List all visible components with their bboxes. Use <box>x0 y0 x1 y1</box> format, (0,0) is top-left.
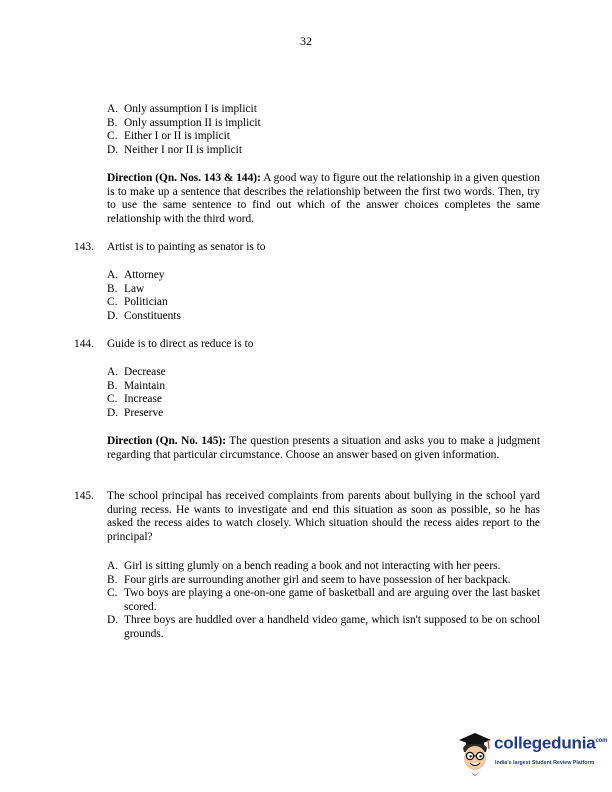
question-text: Guide is to direct as reduce is to <box>107 338 254 350</box>
q143-option-a: A. Attorney <box>107 269 165 281</box>
q145-option-a: A. Girl is sitting glumly on a bench reading a book and not interacting with her peers. <box>107 560 501 572</box>
question-number: 144. <box>74 338 94 350</box>
q144-option-d: D. Preserve <box>107 406 164 419</box>
question-number: 143. <box>74 241 94 253</box>
collar <box>467 769 483 776</box>
direction-body: The question presents a situation and asks you to make a judgment regarding that particular circumstance. Choose an answer based on given information. <box>107 435 540 461</box>
direction-heading: Direction (Qn. No. 145): <box>107 435 226 447</box>
q144-option-a: A. Decrease <box>107 366 166 378</box>
question-text: The school principal has received complaints from parents about bullying in the school yard during recess. He wants to investigate and end this situation as soon as possible, so he has asked the recess aides to watch closely. Which situation should the recess aides report to the principal? <box>107 490 540 543</box>
direction-body: A good way to figure out the relationship in a given question is to make up a sentence that describes the relationship between the first two words. Then, try to use the same sentence to find out which of the answer choices completes the same relationship with the third word. <box>107 172 540 225</box>
q142-option-a: A. Only assumption I is implicit <box>107 103 257 115</box>
direction-145 <box>107 435 540 462</box>
q144-option-c: C. Increase <box>107 393 162 406</box>
cap-tassel <box>488 740 489 749</box>
logo-brand: collegedunia$^{com}$ <box>494 733 608 753</box>
direction-heading: Direction (Qn. Nos. 143 & 144): <box>107 172 261 184</box>
question-145 <box>74 490 540 544</box>
question-144 <box>74 338 540 352</box>
direction-143-144 <box>107 172 540 226</box>
q145-options <box>107 560 540 642</box>
logo-tld: com <box>595 738 608 744</box>
question-143 <box>74 241 540 255</box>
q142-options <box>107 103 540 157</box>
q142-option-d: D. Neither I nor II is implicit <box>107 143 242 156</box>
q143-options <box>107 269 540 323</box>
question-text: Artist is to painting as senator is to <box>107 241 266 253</box>
q144-options <box>107 366 540 420</box>
q143-option-c: C. Politician <box>107 296 168 309</box>
mascot-icon <box>455 731 495 779</box>
q143-option-b: B. Law <box>107 282 145 295</box>
logo-tagline: India's largest Student Review Platform <box>495 760 595 766</box>
q144-option-b: B. Maintain <box>107 379 166 392</box>
q142-option-c: C. Either I or II is implicit <box>107 130 230 143</box>
q145-option-c: C. Two boys are playing a one-on-one game of basketball and are arguing over the last basket scored. <box>107 587 540 613</box>
q145-option-b: B. Four girls are surrounding another girl and seem to have possession of her backpack. <box>107 573 511 586</box>
collegedunia-logo[interactable] <box>455 731 608 781</box>
q143-option-d: D. Constituents <box>107 309 181 322</box>
page-number: 32 <box>300 34 312 48</box>
q142-option-b: B. Only assumption II is implicit <box>107 116 261 129</box>
eye-left <box>469 755 471 757</box>
question-number: 145. <box>74 490 94 502</box>
eye-right <box>479 755 481 757</box>
q145-option-d: D. Three boys are huddled over a handheld video game, which isn't supposed to be on school grounds. <box>107 614 540 640</box>
